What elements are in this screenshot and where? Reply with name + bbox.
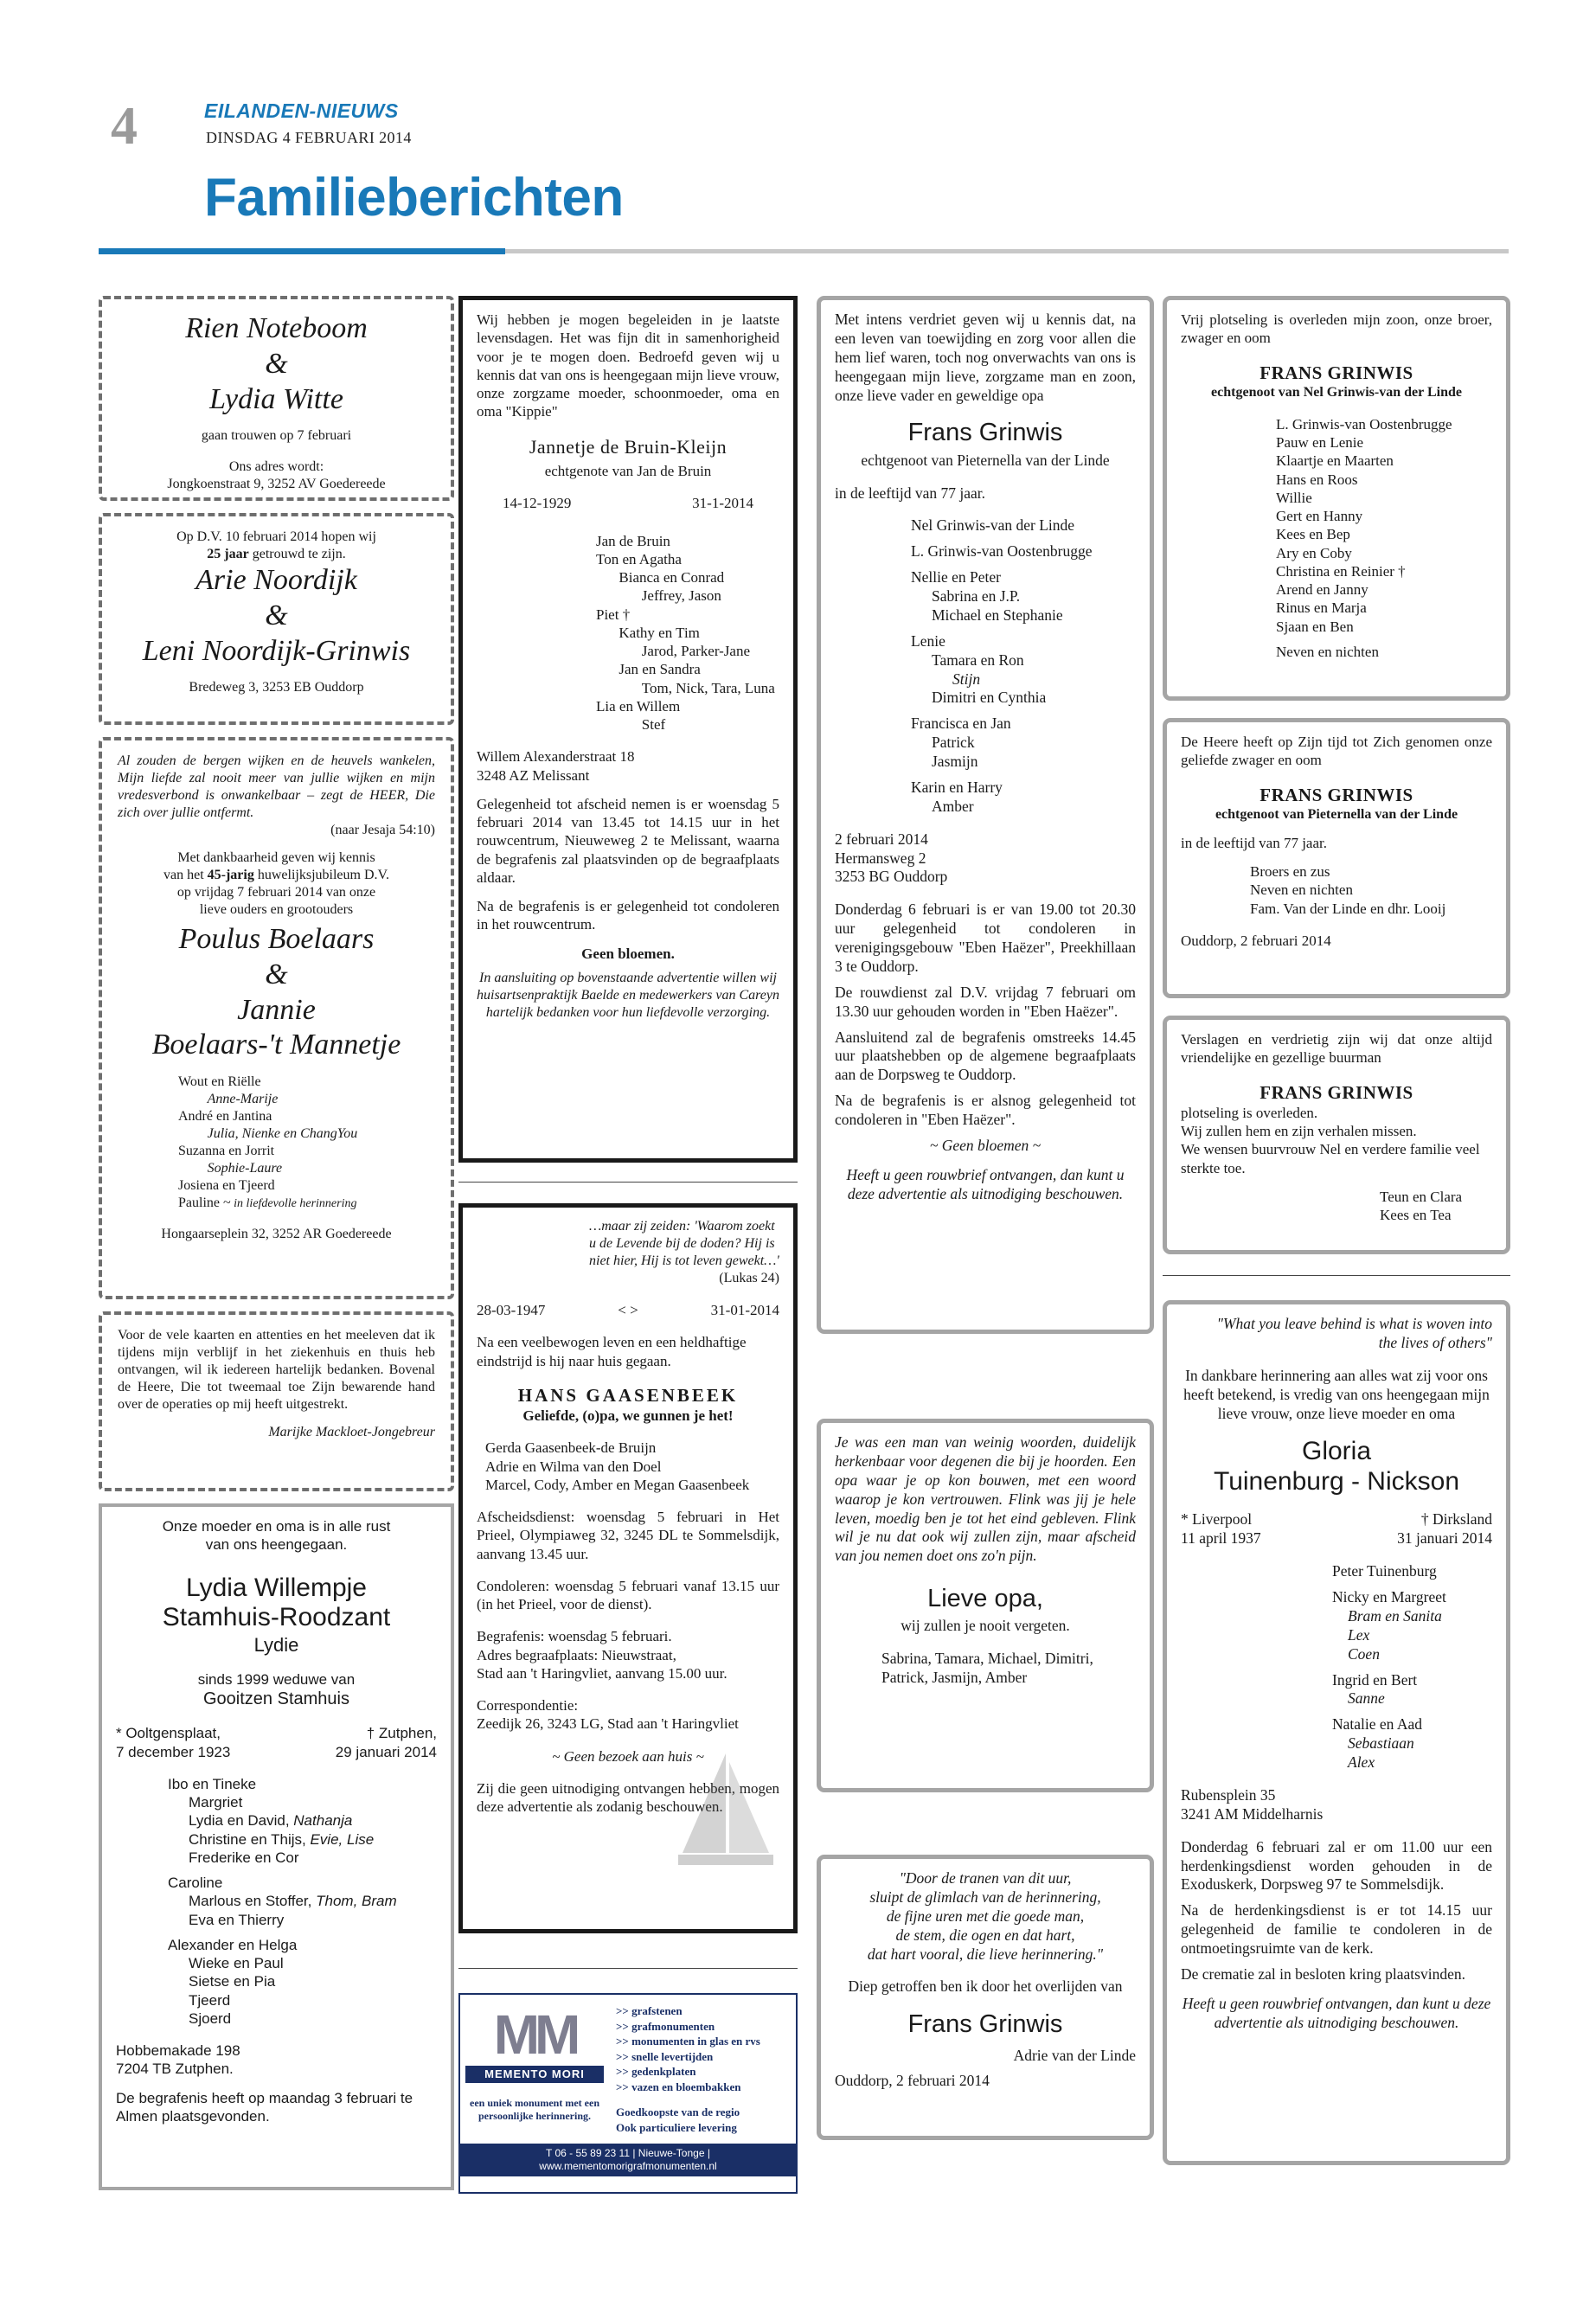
anniv-line-2: getrouwd te zijn. [248, 547, 346, 561]
family-member: Patrick [932, 734, 975, 752]
service-item: >> gedenkplaten [616, 2065, 696, 2079]
poem-line-3: de fijne uren met die goede man, [886, 1907, 1085, 1925]
address: Hongaarseplein 32, 3252 AR Goedereede [161, 1227, 392, 1242]
column-2 [458, 296, 798, 2206]
ad-condolence-neighbours [1163, 1016, 1510, 1254]
invitation-note: Heeft u geen rouwbrief ontvangen, dan kunt u deze advertentie als uitnodiging beschouwen. [1182, 1994, 1491, 2031]
family-member: Josiena en Tjeerd [178, 1178, 275, 1194]
service-item: >> grafstenen [616, 2004, 683, 2017]
deceased-name: FRANS GRINWIS [1259, 1081, 1413, 1103]
family-member: Kees en Bep [1276, 526, 1350, 543]
cheapest-note: Goedkoopste van de regio [616, 2106, 740, 2119]
name-wife: Leni Noordijk-Grinwis [142, 634, 411, 667]
family-member: Pauw en Lenie [1276, 434, 1364, 451]
family-member: Tamara en Ron [932, 651, 1024, 669]
poem-line-1: "Door de tranen van dit uur, [899, 1869, 1072, 1887]
family-member: Nicky en Margreet [1332, 1588, 1446, 1606]
family-member: Dimitri en Cynthia [932, 689, 1047, 707]
tagline-1: een uniek monument met een [470, 2097, 599, 2110]
ampersand: & [265, 347, 288, 380]
death-place: † Dirksland [1420, 1510, 1492, 1529]
deceased-name: FRANS GRINWIS [1259, 362, 1413, 383]
address: Bredeweg 3, 3253 EB Ouddorp [189, 680, 364, 695]
family-member: Willie [1276, 489, 1312, 506]
line-1: plotseling is overleden. [1181, 1104, 1318, 1121]
family-member: Alex [1348, 1753, 1375, 1771]
burial-info: Aansluitend zal de begrafenis omstreeks 14.45 uur plaatshebben op de algemene begraafplaats aan de Dorpsweg te Ouddorp. [835, 1028, 1136, 1084]
burial-address: Adres begraafplaats: Nieuwstraat, [477, 1646, 676, 1663]
husband-name: Gooitzen Stamhuis [203, 1689, 349, 1709]
ad-wedding-noteboom [99, 296, 454, 501]
address-line-2: 7204 TB Zutphen. [116, 2061, 234, 2078]
ad-memento-mori [458, 1993, 798, 2194]
anniv-years: 25 jaar [207, 547, 249, 561]
family-member: Caroline [168, 1875, 223, 1891]
family-member: L. Grinwis-van Oostenbrugge [1276, 415, 1452, 433]
service-item: >> vazen en bloembakken [616, 2080, 741, 2093]
family-member: Tom, Nick, Tara, Luna [641, 679, 775, 696]
address-line-1: Rubensplein 35 [1181, 1785, 1276, 1804]
family-member: Coen [1348, 1644, 1380, 1663]
family-member: Marlous en Stoffer, Thom, Bram [189, 1893, 397, 1910]
deceased-first-name: Gloria [1301, 1437, 1372, 1466]
family-member: Natalie en Aad [1332, 1715, 1422, 1734]
family-member: Christina en Reinier † [1276, 562, 1406, 580]
invitation-note: Zij die geen uitnodiging ontvangen hebben, mogen deze advertentie als zodanig beschouwen. [477, 1779, 779, 1815]
intro-text: Wij hebben je mogen begeleiden in je laatste levensdagen. Het was fijn dit in samenhorigheid voor je te mogen doen. Bedroefd geven wij u kennis dat van ons is heengegaan mijn lieve vrouw, onze zorgzame moeder, schoonmoeder, oma en oma "Kippie" [477, 311, 779, 420]
announce-line-3: op vrijdag 7 februari 2014 van onze [176, 885, 376, 900]
ampersand: & [265, 599, 288, 631]
name-husband: Poulus Boelaars [178, 923, 375, 955]
family-member: Lia en Willem [596, 697, 681, 715]
no-flowers: Geen bloemen. [581, 945, 675, 962]
condolence-info: Na de herdenkingsdienst is er tot 14.15 uur gelegenheid de familie te condoleren in de ontmoetingsruimte van de kerk. [1181, 1901, 1492, 1957]
intro-text: Diep getroffen ben ik door het overlijden van [848, 1977, 1123, 1996]
tagline-2: persoonlijke herinnering. [478, 2110, 591, 2123]
condolence-info: Donderdag 6 februari is er van 19.00 tot 20.30 uur gelegenheid tot condoleren in verenigingsgebouw "Eben Haëzer", Preekhillaan 3 te Ouddorp. [835, 901, 1136, 975]
date-separator: < > [618, 1302, 638, 1318]
family-member: Jeffrey, Jason [641, 587, 721, 605]
family-member: Neven en nichten [1250, 881, 1353, 899]
ad-obituary-stamhuis [99, 1503, 454, 2190]
birth-place: * Liverpool [1181, 1510, 1253, 1529]
family-member: Frederike en Cor [189, 1849, 299, 1866]
address-line-2: 3248 AZ Melissant [477, 766, 590, 784]
name-wife: Jannie [237, 993, 316, 1026]
death-date: 29 januari 2014 [335, 1743, 437, 1760]
newspaper-logo: EILANDEN-NIEUWS [204, 99, 399, 122]
condolence-info: Condoleren: woensdag 5 februari vanaf 13.15 uur (in het Prieel, voor de dienst). [477, 1577, 779, 1612]
family-member: Broers en zus [1250, 863, 1330, 880]
deceased-surname: Stamhuis-Roodzant [162, 1603, 391, 1631]
family-member: Gert en Hanny [1276, 508, 1363, 524]
nickname: Lydie [253, 1633, 299, 1656]
birth-date: 11 april 1937 [1181, 1529, 1261, 1548]
page-number: 4 [111, 97, 138, 156]
correspondence-label: Correspondentie: [477, 1697, 579, 1714]
ad-lieve-opa [817, 1419, 1154, 1792]
ad-obituary-de-bruin [458, 296, 798, 1163]
family-member: Tjeerd [189, 1991, 231, 2009]
date: 2 februari 2014 [835, 830, 928, 848]
signature: Marijke Mackloet-Jongebreur [268, 1425, 435, 1439]
announce-line-1: Met dankbaarheid geven wij kennis [177, 850, 375, 865]
announce-line-4: lieve ouders en grootouders [199, 902, 354, 917]
address-line-2: 3241 AM Middelharnis [1181, 1804, 1324, 1823]
service-info: Afscheidsdienst: woensdag 5 februari in Het Prieel, Olympiaweg 32, 3245 DL te Sommelsdijk, aanvang 13.45 uur. [477, 1509, 779, 1562]
family-member: Margriet [189, 1794, 243, 1811]
family-member: Jarod, Parker-Jane [641, 643, 751, 659]
family-member: Ton en Agatha [596, 550, 682, 567]
family-list [1181, 862, 1492, 918]
address-label: Ons adres wordt: [228, 459, 324, 475]
no-flowers: ~ Geen bloemen ~ [929, 1136, 1042, 1154]
address-line-1: Hermansweg 2 [835, 849, 926, 867]
ad-obituary-tuinenburg [1163, 1300, 1510, 2165]
family-list [477, 532, 779, 734]
deceased-name: Frans Grinwis [907, 419, 1063, 447]
subtitle: Geliefde, (o)pa, we gunnen je het! [522, 1407, 734, 1424]
line-3: We wensen buurvrouw Nel en verdere familie veel sterkte toe. [1181, 1141, 1480, 1176]
family-member: Lenie [911, 631, 945, 650]
service-item: >> monumenten in glas en rvs [616, 2035, 760, 2048]
ad-obituary-grinwis-family [817, 296, 1154, 1334]
family-member: Alexander en Helga [168, 1936, 298, 1953]
funeral-note: De begrafenis heeft op maandag 3 februari te Almen plaatsgevonden. [116, 2089, 413, 2125]
family-member: Michael en Stephanie [932, 606, 1063, 624]
anniv-years: 45-jarig [207, 868, 254, 882]
birth-date: 7 december 1923 [116, 1743, 231, 1760]
intro-line-2: van ons heengegaan. [205, 1536, 348, 1554]
deceased-name: FRANS GRINWIS [1259, 784, 1413, 805]
spouse-line: echtgenoot van Nel Grinwis-van der Linde [1211, 384, 1462, 400]
family-member: Ary en Coby [1276, 544, 1352, 561]
post-burial-info: Na de begrafenis is er alsnog gelegenheid tot condoleren in "Eben Haëzer". [835, 1092, 1136, 1129]
family-member: Lydia en David, Nathanja [189, 1812, 353, 1830]
family-member: Peter Tuinenburg [1332, 1562, 1437, 1580]
service-item: >> grafmonumenten [616, 2019, 715, 2033]
address: Jongkoenstraat 9, 3252 AV Goedereede [167, 477, 386, 492]
separator [1163, 1275, 1510, 1276]
deceased-name: Lydia Willempje [186, 1573, 367, 1602]
thanks-note: In aansluiting op bovenstaande advertentie willen wij huisartsenpraktijk Baelde en medewerkers van Careyn hartelijk bedanken voor hun liefdevolle verzorging. [477, 970, 779, 1020]
address-line-1: Hobbemakade 198 [116, 2042, 240, 2059]
name-husband: Arie Noordijk [195, 564, 357, 596]
memento-mori-logo: MM [493, 2003, 576, 2066]
family-member: L. Grinwis-van Oostenbrugge [911, 542, 1093, 561]
intro-text: Vrij plotseling is overleden mijn zoon, onze broer, zwager en oom [1181, 311, 1492, 347]
signature: Adrie van der Linde [1013, 2046, 1136, 2064]
invitation-note: Heeft u geen rouwbrief ontvangen, dan kunt u deze advertentie als uitnodiging beschouwen. [846, 1165, 1125, 1202]
family-list [835, 516, 1136, 816]
column-1 [99, 296, 454, 2202]
thanks-text: Voor de vele kaarten en attenties en het meeleven dat ik tijdens mijn verblijf in het ziekenhuis en thuis heb ontvangen, wil ik iedereen hartelijk bedanken. Bovenal de Heere, Die tot tweemaal toe Zijn bewarende hand over de operaties op mij heeft uitgestrekt. [118, 1328, 435, 1412]
separator [458, 1182, 798, 1183]
family-member: Wout en Riëlle [178, 1074, 261, 1090]
intro-text: Na een veelbewogen leven en een heldhaftige eindstrijd is hij naar huis gegaan. [477, 1334, 747, 1369]
signature-line-2: Patrick, Jasmijn, Amber [881, 1669, 1028, 1687]
ampersand: & [265, 958, 288, 990]
anniv-line-1: Op D.V. 10 februari 2014 hopen wij [176, 529, 376, 544]
ad-obituary-grinwis-siblings [1163, 296, 1510, 701]
family-list [1181, 1562, 1492, 1772]
cremation-info: De crematie zal in besloten kring plaatsvinden. [1181, 1965, 1465, 1983]
memorial-note: in liefdevolle herinnering [230, 1197, 357, 1211]
family-member: Julia, Nienke en ChangYou [207, 1126, 358, 1142]
burial-place: Stad aan 't Haringvliet, aanvang 15.00 uur. [477, 1664, 727, 1682]
family-member: Suzanna en Jorrit [178, 1144, 275, 1159]
deceased-name: Jannetje de Bruin-Kleijn [529, 435, 727, 458]
family-member: Fam. Van der Linde en dhr. Looij [1250, 900, 1446, 917]
intro-line-1: Onze moeder en oma is in alle rust [162, 1518, 391, 1535]
service-info: Donderdag 6 februari zal er om 11.00 uur een herdenkingsdienst worden gehouden in de Exoduskerk, Dorpsweg 97 te Sommelsdijk. [1181, 1837, 1492, 1894]
ad-condolence-van-der-linde [817, 1855, 1154, 2140]
service-info: De rouwdienst zal D.V. vrijdag 7 februari om 13.30 uur gehouden worden in "Eben Haëzer". [835, 983, 1136, 1020]
wedding-line: gaan trouwen op 7 februari [201, 428, 352, 444]
signature-line-1: Teun en Clara [1380, 1188, 1463, 1205]
announce-line-2c: huwelijksjubileum D.V. [253, 868, 389, 882]
verse-ref: (Lukas 24) [719, 1271, 779, 1285]
address-line-1: Willem Alexanderstraat 18 [477, 748, 635, 766]
intro-text: De Heere heeft op Zijn tijd tot Zich genomen onze geliefde zwager en oom [1181, 734, 1492, 769]
family-member: Klaartje en Maarten [1276, 452, 1394, 470]
burial-info: Begrafenis: woensdag 5 februari. [477, 1628, 672, 1645]
family-list [1181, 415, 1492, 636]
family-member: Sebastiaan [1348, 1734, 1414, 1753]
section-rule [505, 249, 1509, 253]
spouse-line: echtgenoot van Pieternella van der Linde [1215, 806, 1458, 822]
family-member: Stijn [952, 670, 981, 688]
section-rule-accent [99, 248, 505, 254]
brand-name: MEMENTO MORI [465, 2066, 604, 2083]
death-date: 31-01-2014 [710, 1302, 779, 1318]
family-member: Nellie en Peter [911, 568, 1001, 586]
intro-text: Verslagen en verdrietig zijn wij dat onze altijd vriendelijke en gezellige buurman [1181, 1031, 1492, 1067]
family-member: Sabrina en J.P. [932, 587, 1021, 606]
intro-text: In dankbare herinnering aan alles wat zij voor ons heeft betekend, is vredig van ons heengegaan mijn lieve vrouw, onze lieve moeder en oma [1183, 1366, 1490, 1422]
family-member: Ibo en Tineke [168, 1775, 257, 1792]
family-member: Jan en Sandra [619, 661, 701, 678]
ad-obituary-grinwis-in-laws [1163, 718, 1510, 998]
service-list [616, 2003, 789, 2094]
ad-obituary-gaasenbeek [458, 1203, 798, 1933]
bible-verse: Al zouden de bergen wijken en de heuvels wankelen, Mijn liefde zal nooit meer van jullie wijken en mijn vredesverbond is onwankelbaar – zegt de HEER, Die zich over jullie ontfermt. [118, 753, 435, 820]
family-list [116, 1775, 437, 2028]
spouse-line: echtgenote van Jan de Bruin [544, 463, 712, 479]
family-member: Amber [932, 797, 974, 815]
subtitle: wij zullen je nooit vergeten. [901, 1617, 1070, 1635]
quote-line-2: the lives of others" [1378, 1333, 1492, 1351]
family-last: Neven en nichten [1276, 643, 1379, 660]
signature-line-2: Kees en Tea [1380, 1207, 1452, 1223]
family-member: Hans en Roos [1276, 471, 1358, 488]
family-member: Christine en Thijs, Evie, Lise [189, 1830, 375, 1848]
family-member: Sjoerd [189, 2009, 232, 2027]
family-member: Sjaan en Ben [1276, 618, 1354, 635]
family-member: Pauline ~ [178, 1195, 231, 1211]
farewell-info: Gelegenheid tot afscheid nemen is er woensdag 5 februari 2014 van 13.45 tot 14.15 uur in het rouwcentrum, Nieuweweg 2 te Melissant, waarna de begrafenis zal plaatsvinden op de begraafplaats aldaar. [477, 795, 779, 886]
family-member: Anne-Marije [207, 1092, 279, 1107]
announce-line-2a: van het [163, 868, 208, 882]
family-member: Eva en Thierry [189, 1911, 285, 1928]
delivery-note: Ook particuliere levering [616, 2120, 737, 2134]
family-member: Bram en Sanita [1348, 1606, 1442, 1625]
issue-date: DINSDAG 4 FEBRUARI 2014 [206, 129, 412, 146]
poem-line-4: de stem, die ogen en dat hart, [895, 1926, 1075, 1944]
family-member: Lex [1348, 1625, 1370, 1644]
ad-anniversary-noordijk [99, 513, 454, 725]
birth-date: 28-03-1947 [477, 1302, 546, 1318]
family-member: Wieke en Paul [189, 1955, 284, 1971]
quote-line-1: "What you leave behind is what is woven into [1216, 1315, 1492, 1332]
family-member: Arend en Janny [1276, 581, 1368, 598]
name-wife-surname: Boelaars-'t Mannetje [151, 1029, 401, 1061]
family-member: Piet † [596, 606, 631, 623]
family-member: Sophie-Laure [207, 1161, 283, 1176]
family-member: Marcel, Cody, Amber en Megan Gaasenbeek [485, 1476, 750, 1493]
poem-line-5: dat hart vooral, die lieve herinnering." [867, 1945, 1104, 1963]
sailboat-icon [674, 1749, 778, 1879]
intro-text: Met intens verdriet geven wij u kennis dat, na een leven van toewijding en zorg voor allen die hem lief waren, toch nog onverwachts van ons is heengegaan mijn lieve, zorgzame man en zoon, onze lieve vader en geweldige opa [835, 311, 1136, 404]
age-line: in de leeftijd van 77 jaar. [1181, 834, 1327, 851]
title: Lieve opa, [927, 1585, 1043, 1613]
family-member: Ingrid en Bert [1332, 1670, 1418, 1689]
ad-thanks-mackloet [99, 1311, 454, 1491]
poem: Je was een man van weinig woorden, duidelijk herkenbaar voor degenen die bij je hoorden. Een opa waar je op kon bouwen, met een woord waarop je kon vertrouwen. Flink was jij je hele leven, moedig ben je tot het eind gebleven. Flink wil je nu dat ook wij zullen zijn, maar afscheid van jou nemen doet ons zo'n pijn. [835, 1433, 1136, 1565]
correspondence-address: Zeedijk 26, 3243 LG, Stad aan 't Haringvliet [477, 1715, 739, 1733]
birth-date: 14-12-1929 [503, 495, 572, 512]
family-member: Rinus en Marja [1276, 599, 1367, 617]
family-member: Francisca en Jan [911, 715, 1011, 733]
deceased-name: HANS GAASENBEEK [517, 1384, 739, 1406]
no-home-visit: ~ Geen bezoek aan huis ~ [552, 1747, 704, 1765]
family-member: Bianca en Conrad [619, 569, 725, 586]
death-place: † Zutphen, [366, 1725, 437, 1742]
separator [458, 1968, 798, 1969]
column-3 [817, 296, 1154, 2152]
place-date: Ouddorp, 2 februari 2014 [835, 2072, 990, 2090]
section-title: Familieberichten [204, 168, 624, 228]
condolence-info: Na de begrafenis is er gelegenheid tot condoleren in het rouwcentrum. [477, 898, 779, 933]
family-member: Stef [641, 716, 666, 733]
address-line-2: 3253 BG Ouddorp [835, 868, 948, 886]
death-date: 31-1-2014 [692, 495, 753, 512]
deceased-name: Frans Grinwis [907, 2010, 1063, 2039]
family-member: Sietse en Pia [189, 1973, 276, 1990]
age-line: in de leeftijd van 77 jaar. [835, 484, 985, 502]
signature-line-1: Sabrina, Tamara, Michael, Dimitri, [881, 1650, 1093, 1668]
family-list [118, 1074, 435, 1195]
widow-line: sinds 1999 weduwe van [197, 1671, 356, 1688]
birth-place: * Ooltgensplaat, [116, 1725, 221, 1742]
death-date: 31 januari 2014 [1397, 1529, 1492, 1548]
deceased-surname: Tuinenburg - Nickson [1213, 1466, 1460, 1496]
line-2: Wij zullen hem en zijn verhalen missen. [1181, 1123, 1417, 1139]
family-member [116, 1867, 437, 1874]
spouse-line: echtgenoot van Pieternella van der Linde [861, 451, 1110, 469]
family-member: Gerda Gaasenbeek-de Bruijn [485, 1439, 657, 1457]
verse-ref: (naar Jesaja 54:10) [330, 823, 435, 837]
column-4 [1163, 296, 1510, 2177]
family-member: Karin en Harry [911, 778, 1003, 796]
family-member: Nel Grinwis-van der Linde [911, 516, 1075, 535]
family-member: Sanne [1348, 1689, 1385, 1708]
family-list [477, 1439, 779, 1494]
service-item: >> snelle levertijden [616, 2049, 714, 2063]
ad-anniversary-boelaars [99, 737, 454, 1299]
name-bride: Lydia Witte [209, 382, 343, 415]
family-member: Jasmijn [932, 753, 978, 771]
family-member: Jan de Bruin [596, 532, 670, 549]
bible-verse: …maar zij zeiden: 'Waarom zoekt u de Levende bij de doden? Hij is niet hier, Hij is tot leven gewekt…' [589, 1219, 779, 1268]
poem-line-2: sluipt de glimlach van de herinnering, [869, 1888, 1101, 1906]
family-member [116, 1929, 437, 1936]
contact-footer: T 06 - 55 89 23 11 | Nieuwe-Tonge | www.mementomorigrafmonumenten.nl [460, 2144, 796, 2176]
name-groom: Rien Noteboom [185, 312, 368, 344]
place-date: Ouddorp, 2 februari 2014 [1181, 932, 1331, 949]
family-member: Adrie en Wilma van den Doel [485, 1458, 662, 1475]
family-member: André en Jantina [178, 1109, 272, 1125]
family-member: Kathy en Tim [619, 624, 700, 641]
